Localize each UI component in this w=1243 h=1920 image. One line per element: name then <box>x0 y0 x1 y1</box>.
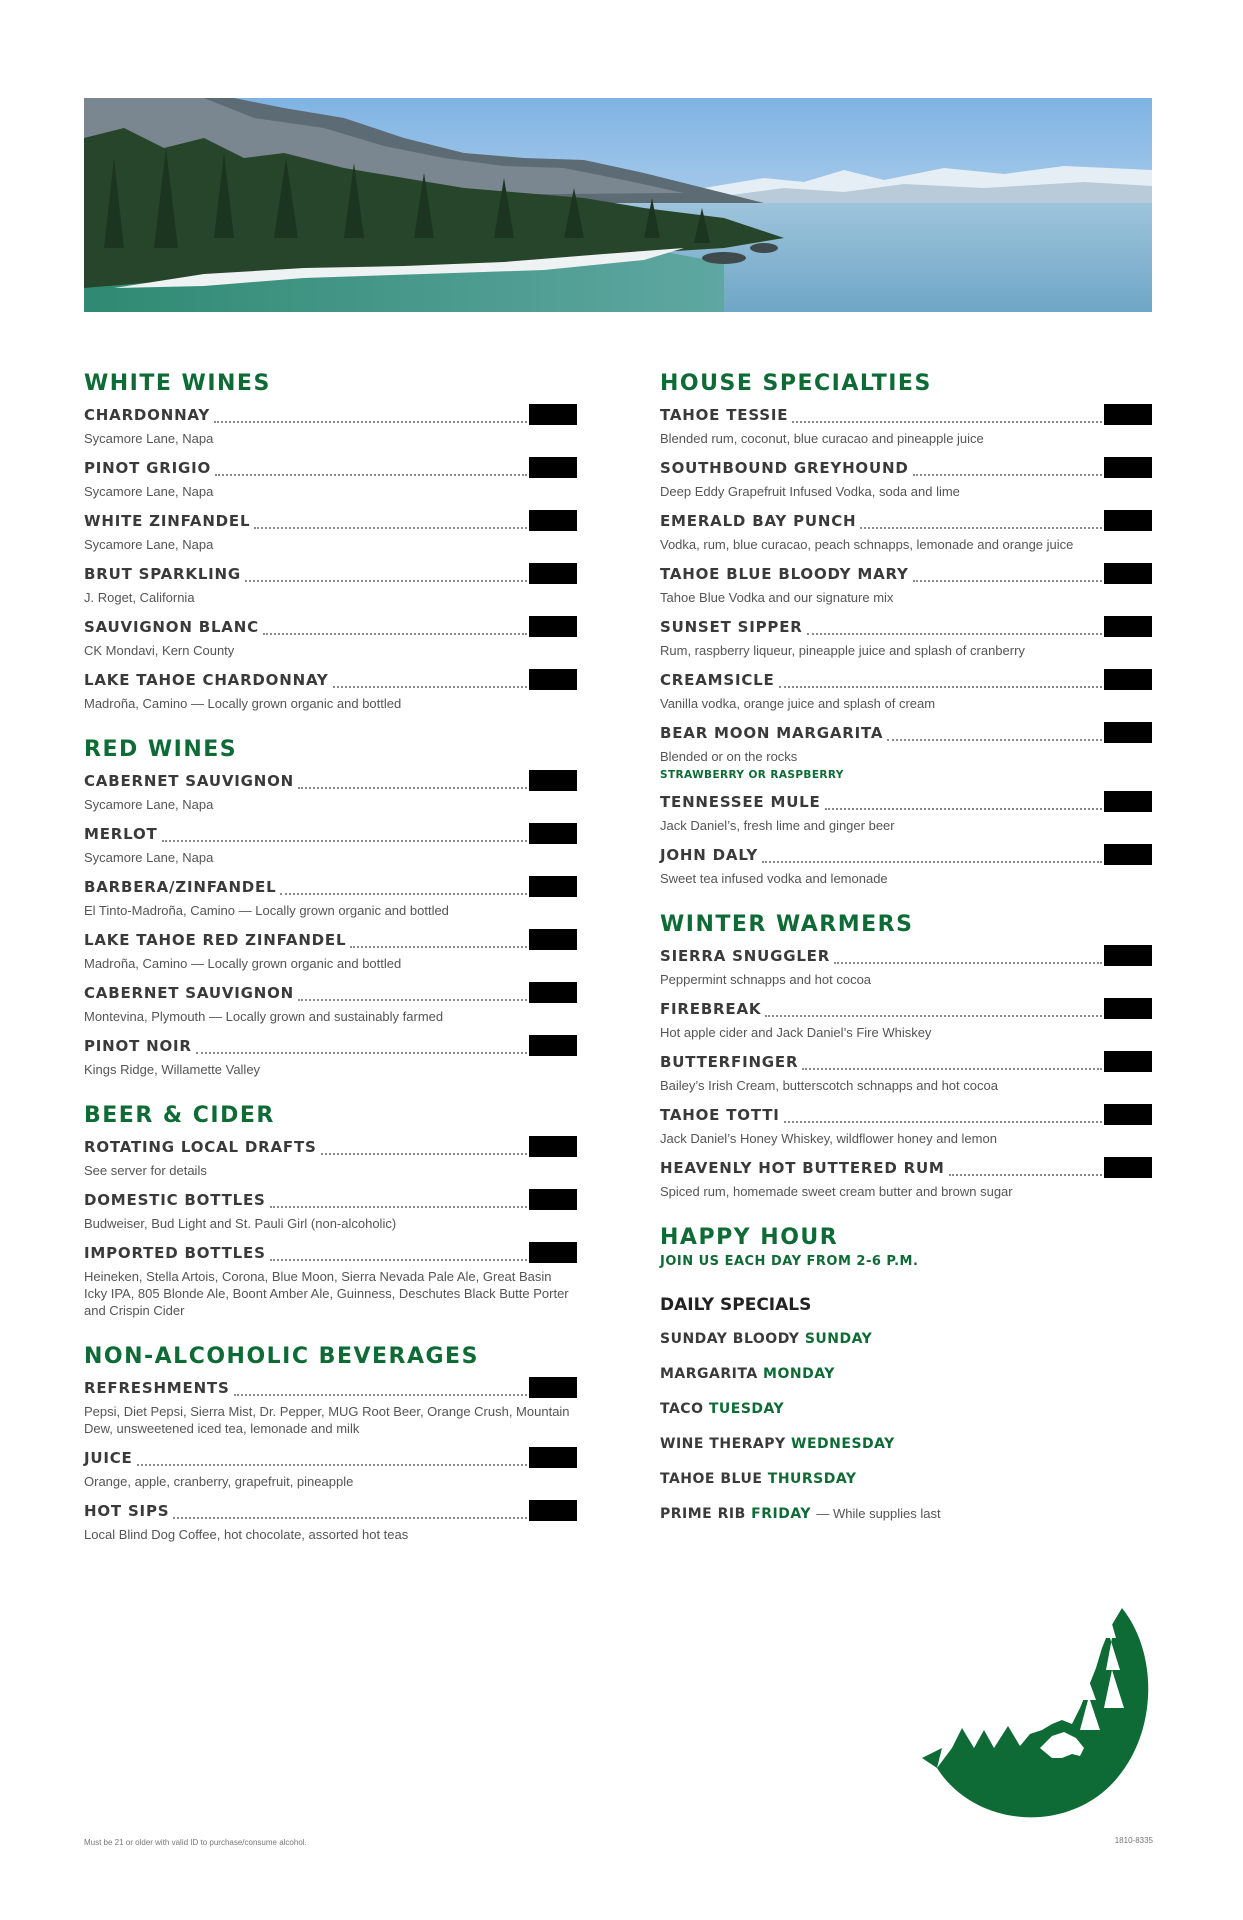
daily-special <box>660 1471 1152 1487</box>
dotted-leader <box>807 632 1102 635</box>
dotted-leader <box>350 945 527 948</box>
dotted-leader <box>792 420 1102 423</box>
menu-item-row <box>660 791 1152 813</box>
daily-special-day: SUNDAY <box>804 1331 873 1347</box>
daily-special-name: PRIME RIB <box>660 1506 746 1522</box>
happy-hour-section <box>660 1224 1152 1522</box>
menu-item <box>660 998 1152 1041</box>
dotted-leader <box>784 1120 1102 1123</box>
menu-item-name: TAHOE TOTTI <box>660 1106 780 1124</box>
menu-item <box>84 1035 577 1078</box>
dotted-leader <box>298 786 527 789</box>
daily-special-name: MARGARITA <box>660 1366 758 1382</box>
dotted-leader <box>234 1393 527 1396</box>
menu-item <box>660 404 1152 447</box>
menu-item-description: Montevina, Plymouth — Locally grown and sustainably farmed <box>84 1009 444 1024</box>
menu-item <box>84 982 577 1025</box>
dotted-leader <box>765 1014 1102 1017</box>
menu-item <box>660 722 1152 781</box>
section-title: HOUSE SPECIALTIES <box>660 371 932 396</box>
menu-item <box>660 1051 1152 1094</box>
redacted-price <box>1104 1157 1152 1178</box>
menu-item-description: Sycamore Lane, Napa <box>84 537 214 552</box>
dotted-leader <box>762 860 1102 863</box>
dotted-leader <box>280 892 527 895</box>
daily-special <box>660 1366 1152 1382</box>
menu-item-name: DOMESTIC BOTTLES <box>84 1191 266 1209</box>
section-title: NON-ALCOHOLIC BEVERAGES <box>84 1344 479 1369</box>
dotted-leader <box>254 526 527 529</box>
menu-item-row <box>84 1242 577 1264</box>
menu-item-row <box>84 1500 577 1522</box>
dotted-leader <box>270 1258 527 1261</box>
menu-item-row <box>660 563 1152 585</box>
daily-special <box>660 1506 1152 1522</box>
redacted-price <box>529 876 577 897</box>
menu-item <box>84 1447 577 1490</box>
section-title: WINTER WARMERS <box>660 912 914 937</box>
daily-special-day: FRIDAY <box>751 1506 811 1522</box>
menu-item-row <box>84 982 577 1004</box>
menu-item-name: CABERNET SAUVIGNON <box>84 984 294 1002</box>
redacted-price <box>1104 722 1152 743</box>
dotted-leader <box>913 579 1102 582</box>
menu-item-name: CREAMSICLE <box>660 671 775 689</box>
dotted-leader <box>949 1173 1102 1176</box>
section-title: RED WINES <box>84 737 238 762</box>
menu-item <box>84 1377 577 1437</box>
menu-item-description: Sweet tea infused vodka and lemonade <box>660 871 888 886</box>
right-column <box>660 370 1152 1546</box>
daily-specials-list <box>660 1331 1152 1522</box>
menu-item-description: Spiced rum, homemade sweet cream butter and brown sugar <box>660 1184 1013 1199</box>
menu-item <box>660 1157 1152 1200</box>
menu-item-name: BRUT SPARKLING <box>84 565 242 583</box>
menu-item-description: Jack Daniel’s, fresh lime and ginger beer <box>660 818 895 833</box>
redacted-price <box>529 563 577 584</box>
menu-item-name: IMPORTED BOTTLES <box>84 1244 266 1262</box>
menu-item-description: Sycamore Lane, Napa <box>84 797 214 812</box>
menu-item-description: Blended or on the rocks <box>660 749 798 764</box>
redacted-price <box>529 1500 577 1521</box>
dotted-leader <box>214 420 527 423</box>
menu-item-name: WHITE ZINFANDEL <box>84 512 251 530</box>
redacted-price <box>529 1242 577 1263</box>
redacted-price <box>1104 998 1152 1019</box>
menu-item-row <box>84 404 577 426</box>
menu-item-name: TAHOE BLUE BLOODY MARY <box>660 565 909 583</box>
menu-item <box>660 616 1152 659</box>
menu-item-name: BUTTERFINGER <box>660 1053 799 1071</box>
section-title: WHITE WINES <box>84 371 271 396</box>
menu-item-name: SIERRA SNUGGLER <box>660 947 831 965</box>
redacted-price <box>1104 510 1152 531</box>
footer-disclaimer: Must be 21 or older with valid ID to purchase/consume alcohol. <box>84 1838 307 1847</box>
menu-item-description: Sycamore Lane, Napa <box>84 484 214 499</box>
menu-item-row <box>84 1447 577 1469</box>
dotted-leader <box>245 579 527 582</box>
redacted-price <box>529 616 577 637</box>
menu-section <box>84 736 577 1078</box>
redacted-price <box>1104 1051 1152 1072</box>
redacted-price <box>529 929 577 950</box>
dotted-leader <box>196 1051 527 1054</box>
menu-item <box>660 844 1152 887</box>
redacted-price <box>529 1136 577 1157</box>
menu-item-row <box>660 510 1152 532</box>
menu-item-row <box>84 929 577 951</box>
menu-item <box>660 510 1152 553</box>
menu-item-name: JOHN DALY <box>660 846 759 864</box>
dotted-leader <box>263 632 527 635</box>
redacted-price <box>529 669 577 690</box>
menu-item-description: Deep Eddy Grapefruit Infused Vodka, soda and lime <box>660 484 960 499</box>
menu-item-name: BARBERA/ZINFANDEL <box>84 878 277 896</box>
dotted-leader <box>802 1067 1102 1070</box>
menu-item-row <box>84 457 577 479</box>
menu-item-row <box>660 1104 1152 1126</box>
menu-item-row <box>84 1035 577 1057</box>
menu-item-description: Sycamore Lane, Napa <box>84 850 214 865</box>
daily-special-name: SUNDAY BLOODY <box>660 1331 800 1347</box>
redacted-price <box>1104 616 1152 637</box>
redacted-price <box>1104 844 1152 865</box>
menu-section <box>660 370 1152 887</box>
menu-item-description: Rum, raspberry liqueur, pineapple juice and splash of cranberry <box>660 643 1025 658</box>
redacted-price <box>1104 791 1152 812</box>
menu-item-row <box>84 1136 577 1158</box>
redacted-price <box>529 1447 577 1468</box>
redacted-price <box>529 982 577 1003</box>
menu-item-row <box>84 563 577 585</box>
menu-item <box>84 563 577 606</box>
dotted-leader <box>887 738 1102 741</box>
menu-item <box>84 823 577 866</box>
menu-item <box>84 770 577 813</box>
menu-item-name: JUICE <box>84 1449 133 1467</box>
happy-hour-subtitle: JOIN US EACH DAY FROM 2-6 P.M. <box>660 1254 919 1269</box>
menu-item <box>84 404 577 447</box>
menu-item-name: ROTATING LOCAL DRAFTS <box>84 1138 317 1156</box>
menu-item-name: REFRESHMENTS <box>84 1379 230 1397</box>
menu-item-row <box>84 1377 577 1399</box>
menu-item-description: Sycamore Lane, Napa <box>84 431 214 446</box>
daily-special <box>660 1331 1152 1347</box>
menu-item-name: LAKE TAHOE CHARDONNAY <box>84 671 329 689</box>
footer-code: 1810-8335 <box>1114 1836 1153 1845</box>
menu-item-row <box>660 844 1152 866</box>
redacted-price <box>529 1377 577 1398</box>
redacted-price <box>529 1035 577 1056</box>
menu-item <box>660 669 1152 712</box>
menu-section <box>84 370 577 712</box>
dotted-leader <box>270 1205 527 1208</box>
menu-item-name: HEAVENLY HOT BUTTERED RUM <box>660 1159 945 1177</box>
dotted-leader <box>321 1152 527 1155</box>
menu-item <box>660 945 1152 988</box>
section-title: HAPPY HOUR <box>660 1225 839 1250</box>
menu-item-description: Vodka, rum, blue curacao, peach schnapps, lemonade and orange juice <box>660 537 1074 552</box>
dotted-leader <box>137 1463 527 1466</box>
menu-item-row <box>660 457 1152 479</box>
menu-item-description: J. Roget, California <box>84 590 195 605</box>
redacted-price <box>1104 404 1152 425</box>
menu-item-description: Bailey’s Irish Cream, butterscotch schnapps and hot cocoa <box>660 1078 998 1093</box>
dotted-leader <box>779 685 1102 688</box>
menu-item <box>84 1500 577 1543</box>
daily-specials-heading: DAILY SPECIALS <box>660 1295 812 1315</box>
menu-item <box>84 669 577 712</box>
redacted-price <box>1104 669 1152 690</box>
dotted-leader <box>913 473 1102 476</box>
hero-landscape-image <box>84 98 1152 312</box>
menu-item-name: CHARDONNAY <box>84 406 211 424</box>
redacted-price <box>1104 563 1152 584</box>
menu-item <box>660 791 1152 834</box>
menu-item-row <box>660 998 1152 1020</box>
left-column <box>84 370 577 1567</box>
redacted-price <box>1104 1104 1152 1125</box>
menu-item-description: Budweiser, Bud Light and St. Pauli Girl (non-alcoholic) <box>84 1216 397 1231</box>
menu-item-row <box>84 1189 577 1211</box>
menu-item-name: CABERNET SAUVIGNON <box>84 772 294 790</box>
redacted-price <box>1104 457 1152 478</box>
menu-item <box>84 1189 577 1232</box>
daily-special-name: TACO <box>660 1401 704 1417</box>
dotted-leader <box>333 685 527 688</box>
lake-tahoe-landscape-icon <box>84 98 1152 312</box>
dotted-leader <box>298 998 527 1001</box>
menu-item-row <box>84 770 577 792</box>
menu-item-row <box>660 1157 1152 1179</box>
menu-item-description: CK Mondavi, Kern County <box>84 643 235 658</box>
menu-item-name: PINOT NOIR <box>84 1037 192 1055</box>
menu-item-description: Hot apple cider and Jack Daniel’s Fire Whiskey <box>660 1025 932 1040</box>
menu-item-description: Peppermint schnapps and hot cocoa <box>660 972 872 987</box>
dotted-leader <box>834 961 1102 964</box>
redacted-price <box>529 510 577 531</box>
menu-item <box>660 1104 1152 1147</box>
menu-item <box>84 1242 577 1319</box>
menu-item-name: TAHOE TESSIE <box>660 406 789 424</box>
menu-item-name: EMERALD BAY PUNCH <box>660 512 857 530</box>
dotted-leader <box>173 1516 527 1519</box>
dotted-leader <box>825 807 1102 810</box>
menu-item-description: Madroña, Camino — Locally grown organic and bottled <box>84 696 402 711</box>
menu-item-name: SUNSET SIPPER <box>660 618 803 636</box>
menu-item-description: Blended rum, coconut, blue curacao and pineapple juice <box>660 431 984 446</box>
menu-section <box>660 911 1152 1200</box>
redacted-price <box>1104 945 1152 966</box>
moon-forest-bear-logo-icon <box>912 1598 1152 1820</box>
menu-item-name: FIREBREAK <box>660 1000 762 1018</box>
redacted-price <box>529 1189 577 1210</box>
menu-item <box>660 563 1152 606</box>
section-title: BEER & CIDER <box>84 1103 275 1128</box>
menu-item-row <box>660 722 1152 744</box>
daily-special-day: TUESDAY <box>708 1401 785 1417</box>
menu-item <box>84 1136 577 1179</box>
menu-item-row <box>84 669 577 691</box>
daily-special <box>660 1436 1152 1452</box>
menu-item-row <box>660 404 1152 426</box>
daily-special-day: THURSDAY <box>767 1471 857 1487</box>
menu-item-row <box>660 945 1152 967</box>
menu-item-row <box>660 669 1152 691</box>
daily-special <box>660 1401 1152 1417</box>
menu-section <box>84 1102 577 1319</box>
menu-item-description: El Tinto-Madroña, Camino — Locally grown organic and bottled <box>84 903 449 918</box>
dotted-leader <box>215 473 527 476</box>
redacted-price <box>529 404 577 425</box>
menu-item-description: Heineken, Stella Artois, Corona, Blue Moon, Sierra Nevada Pale Ale, Great Basin Icky IPA, 805 Blonde Ale, Boont Amber Ale, Guinness, Deschutes Black Butte Porter and Crispin Cider <box>84 1269 569 1318</box>
menu-item-row <box>84 823 577 845</box>
menu-item-name: LAKE TAHOE RED ZINFANDEL <box>84 931 347 949</box>
menu-item-description: Local Blind Dog Coffee, hot chocolate, assorted hot teas <box>84 1527 409 1542</box>
menu-item-row <box>84 510 577 532</box>
menu-item-description: Kings Ridge, Willamette Valley <box>84 1062 261 1077</box>
menu-item-name: MERLOT <box>84 825 158 843</box>
menu-item-description: Jack Daniel’s Honey Whiskey, wildflower honey and lemon <box>660 1131 997 1146</box>
menu-item-description: Pepsi, Diet Pepsi, Sierra Mist, Dr. Pepper, MUG Root Beer, Orange Crush, Mountain Dew, unsweetened iced tea, lemonade and milk <box>84 1404 570 1436</box>
menu-item-row <box>660 616 1152 638</box>
menu-item <box>660 457 1152 500</box>
redacted-price <box>529 770 577 791</box>
menu-item-option: STRAWBERRY OR RASPBERRY <box>660 769 844 781</box>
menu-item-name: HOT SIPS <box>84 1502 170 1520</box>
menu-section <box>84 1343 577 1543</box>
menu-item-name: TENNESSEE MULE <box>660 793 821 811</box>
menu-item <box>84 510 577 553</box>
menu-item-description: Tahoe Blue Vodka and our signature mix <box>660 590 894 605</box>
menu-item-description: Orange, apple, cranberry, grapefruit, pineapple <box>84 1474 354 1489</box>
redacted-price <box>529 457 577 478</box>
dotted-leader <box>860 526 1102 529</box>
menu-item-name: SOUTHBOUND GREYHOUND <box>660 459 909 477</box>
menu-item <box>84 457 577 500</box>
menu-item-name: SAUVIGNON BLANC <box>84 618 259 636</box>
redacted-price <box>529 823 577 844</box>
menu-item-name: BEAR MOON MARGARITA <box>660 724 884 742</box>
menu-item-name: PINOT GRIGIO <box>84 459 212 477</box>
daily-special-name: WINE THERAPY <box>660 1436 786 1452</box>
daily-special-day: MONDAY <box>763 1366 835 1382</box>
menu-item-row <box>84 616 577 638</box>
daily-special-name: TAHOE BLUE <box>660 1471 763 1487</box>
daily-special-day: WEDNESDAY <box>791 1436 895 1452</box>
menu-item <box>84 929 577 972</box>
daily-special-note: — While supplies last <box>816 1506 941 1521</box>
menu-item-row <box>84 876 577 898</box>
menu-item <box>84 616 577 659</box>
dotted-leader <box>162 839 527 842</box>
menu-item-row <box>660 1051 1152 1073</box>
menu-item <box>84 876 577 919</box>
menu-item-description: Madroña, Camino — Locally grown organic and bottled <box>84 956 402 971</box>
menu-item-description: Vanilla vodka, orange juice and splash of cream <box>660 696 936 711</box>
menu-item-description: See server for details <box>84 1163 207 1178</box>
